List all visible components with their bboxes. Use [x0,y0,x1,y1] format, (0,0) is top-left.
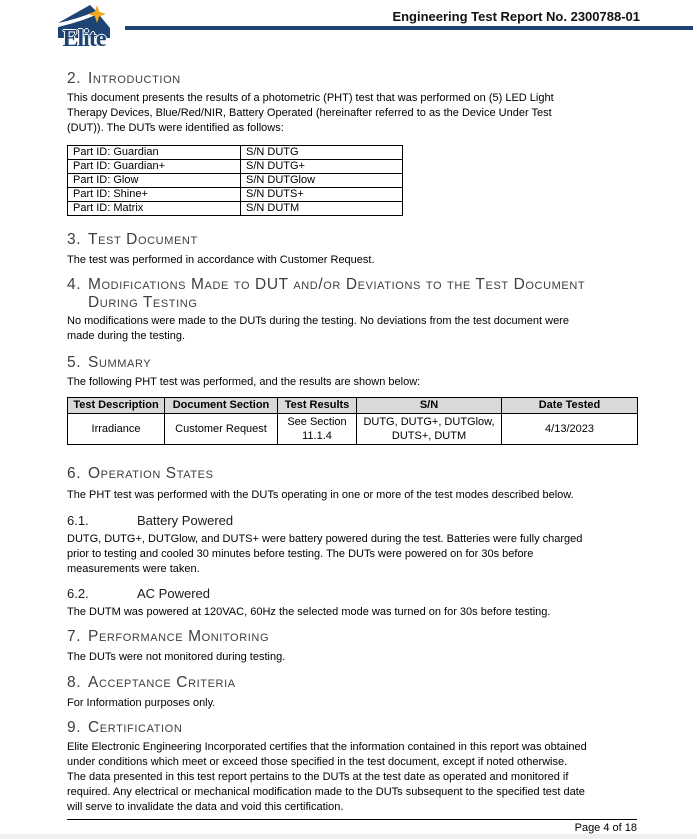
section-number: 6. [67,465,82,482]
table-row [68,414,638,445]
section-title: Operation States [88,465,214,482]
section-heading-acceptance-criteria [67,674,589,692]
column-header-date-tested: Date Tested [502,398,638,414]
logo-dot [89,17,91,19]
column-header-document-section: Document Section [165,398,278,414]
subsection-heading-ac-powered [67,586,637,602]
section-body-operation-states: The PHT test was performed with the DUTs operating in one or more of the test modes described below. [67,489,574,501]
table-cell-serial: S/N DUTM [241,202,403,216]
table-cell-part-id: Part ID: Glow [68,174,241,188]
subsection-body-ac-powered: The DUTM was powered at 120VAC, 60Hz the selected mode was turned on for 30s before testing. [67,606,551,618]
table-row [68,188,403,202]
table-row [68,174,403,188]
section-body-summary: The following PHT test was performed, and the results are shown below: [67,376,421,388]
elite-logo [52,4,116,51]
table-cell-part-id: Part ID: Guardian [68,146,241,160]
section-heading-modifications [67,276,589,312]
section-title: Test Document [88,231,198,248]
section-title: Introduction [88,70,181,87]
column-header-test-description: Test Description [68,398,165,414]
logo-wordmark: Elite [62,26,106,52]
section-number: 2. [67,70,82,87]
header-rule [125,26,693,30]
table-row [68,160,403,174]
document-body [67,62,637,815]
section-title: Certification [88,719,183,736]
table-row [68,146,403,160]
section-title: Summary [88,354,152,371]
section-number: 7. [67,628,82,645]
table-cell-test-description: Irradiance [68,414,165,445]
table-row [68,202,403,216]
table-cell-serial: S/N DUTG+ [241,160,403,174]
table-header-row [68,398,638,414]
section-heading-certification [67,719,589,737]
dut-identification-table [67,145,403,216]
section-body-certification: Elite Electronic Engineering Incorporated certifies that the information contained in this report was obtained under conditions which meet or exceed those specified in the test document, except if noted otherwise. The data presented in this test report pertains to the DUTs at the test date as operated and monitored if required. Any electrical or mechanical modification made to the DUTs subsequent to the specified test date will serve to invalidate the data and void this certification. [67,741,587,813]
subsection-body-battery-powered: DUTG, DUTG+, DUTGlow, and DUTS+ were battery powered during the test. Batteries were fully charged prior to testing and cooled 30 minutes before testing. The DUTs were powered on for 30s before measurements were taken. [67,533,583,575]
section-heading-summary [67,354,589,372]
table-cell-sn: DUTG, DUTG+, DUTGlow, DUTS+, DUTM [357,414,502,445]
subsection-number: 6.1. [67,513,89,528]
section-number: 3. [67,231,82,248]
subsection-heading-battery-powered [67,513,637,529]
column-header-test-results: Test Results [278,398,357,414]
section-title: Performance Monitoring [88,628,270,645]
table-cell-part-id: Part ID: Shine+ [68,188,241,202]
table-cell-serial: S/N DUTG [241,146,403,160]
table-cell-part-id: Part ID: Guardian+ [68,160,241,174]
section-number: 8. [67,674,82,691]
subsection-number: 6.2. [67,586,89,601]
table-cell-document-section: Customer Request [165,414,278,445]
table-cell-part-id: Part ID: Matrix [68,202,241,216]
section-heading-performance-monitoring [67,628,589,646]
section-body-test-document: The test was performed in accordance with Customer Request. [67,254,375,266]
summary-results-table [67,397,638,445]
section-body-acceptance-criteria: For Information purposes only. [67,697,216,709]
section-title: Modifications Made to DUT and/or Deviations to the Test Document During Testing [88,276,586,311]
page-number: Page 4 of 18 [574,822,637,834]
section-number: 4. [67,276,82,293]
subsection-title: AC Powered [137,586,210,601]
section-number: 9. [67,719,82,736]
column-header-sn: S/N [357,398,502,414]
section-title: Acceptance Criteria [88,674,236,691]
section-body-introduction: This document presents the results of a photometric (PHT) test that was performed on (5) LED Light Therapy Devices, Blue/Red/NIR, Battery Operated (hereinafter referred to as the Device Under Test (DUT)). The DUTs were identified as follows: [67,92,554,134]
section-heading-introduction [67,70,589,88]
subsection-title: Battery Powered [137,513,234,528]
report-title: Engineering Test Report No. 2300788-01 [392,9,640,24]
table-cell-test-results: See Section 11.1.4 [278,414,357,445]
page-bottom-edge [0,834,697,839]
section-body-modifications: No modifications were made to the DUTs during the testing. No deviations from the test document were made during the testing. [67,315,569,342]
section-body-performance-monitoring: The DUTs were not monitored during testing. [67,651,286,663]
footer-rule [67,819,637,820]
table-cell-date-tested: 4/13/2023 [502,414,638,445]
table-cell-serial: S/N DUTS+ [241,188,403,202]
section-heading-operation-states [67,465,589,483]
table-cell-serial: S/N DUTGlow [241,174,403,188]
logo-dot [93,20,95,22]
section-heading-test-document [67,231,589,249]
section-number: 5. [67,354,82,371]
